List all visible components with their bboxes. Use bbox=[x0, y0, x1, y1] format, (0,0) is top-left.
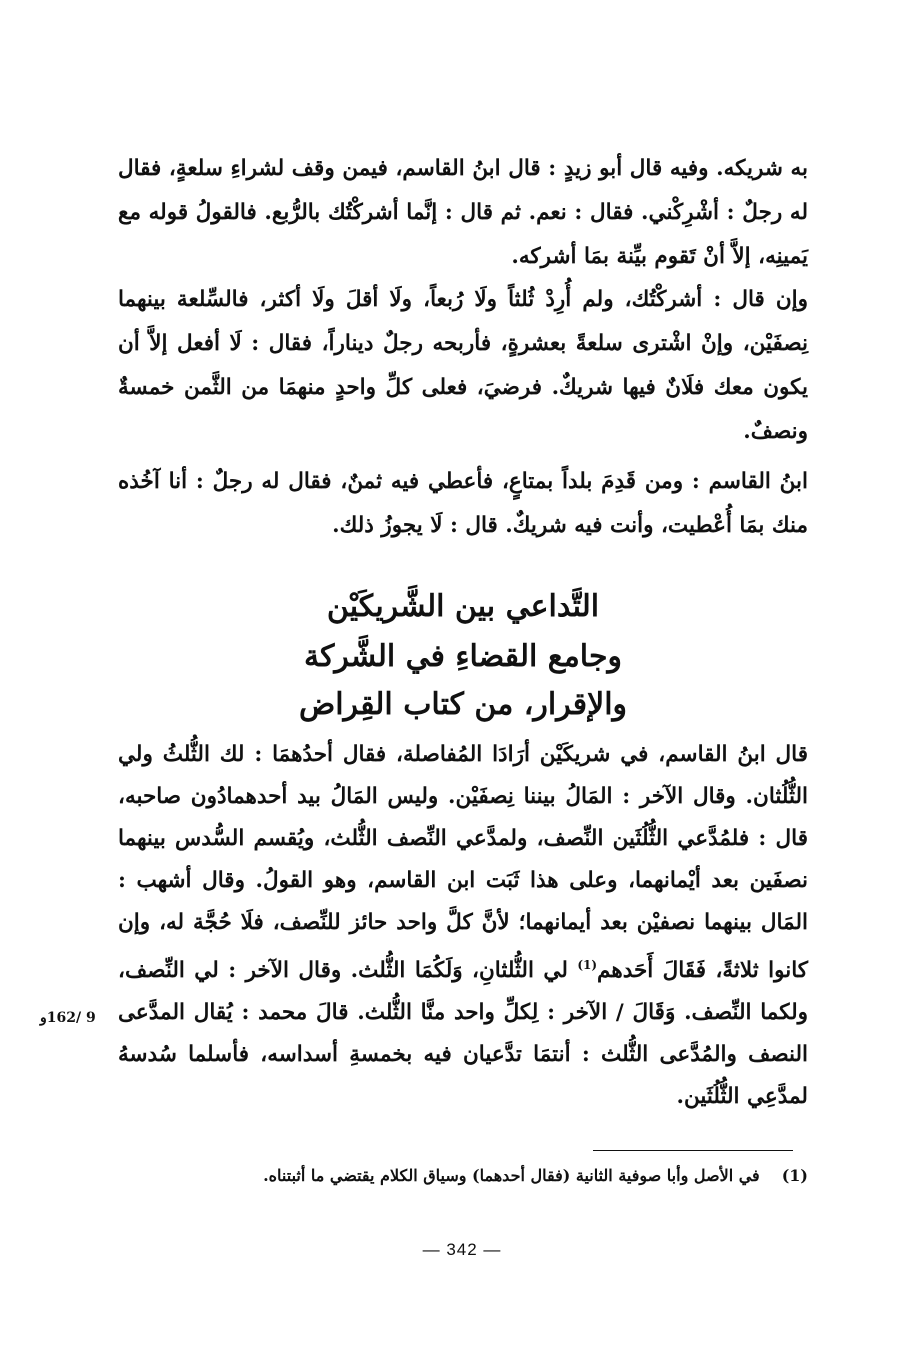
section-text-part-1: قال ابنُ القاسم، في شريكَيْن أرَادَا المُفاصلة، فقال أحدُهمَا : لك الثُّلثُ ولي الثُّلُثان. وقال الآخر : المَالُ بيننا نِصفَيْن. وليس المَالُ بيد أحدهمادُون صاحبه، قال : فلمُدَّعي الثُّلُثَين النِّصف، ولمدَّعي النِّصف الثُّلث، ويُقسم السُّدس بينهما نصفَين بعد أيْمانهما، وعلى هذا ثَبَت ابن القاسم، وهو القولُ. وقال أشهب : المَال بينهما نصفيْن بعد أيمانهما؛ لأنَّ كلَّ واحد حائز للنِّصف، فلَا حُجَّة له، وإن كانوا ثلاثةً، فَقَالَ أَحَدهم bbox=[118, 742, 808, 984]
footnote-divider bbox=[593, 1150, 793, 1151]
manuscript-folio-note: 9 /162و bbox=[40, 1010, 96, 1026]
section-heading-line-3: والإقرار، من كتاب القِراض bbox=[298, 687, 628, 722]
footnote-text: وأبا صوفية الثانية (فقال أحدهما) وسياق الكلام يقتضي ما أثبتناه. bbox=[263, 1166, 694, 1185]
footnote-number: (1) bbox=[781, 1166, 808, 1185]
section-paragraph bbox=[118, 734, 808, 1118]
section-heading-line-1: التَّداعي بين الشَّريكَيْن bbox=[326, 589, 600, 624]
section-text-part-2: لي الثُّلثانِ، وَلَكُمَا الثُّلث. وقال الآخر : لي النِّصف، ولكما النِّصف. وَقَالَ / الآخر : لِكلِّ واحد منَّا الثُّلث. قالَ محمد : يُقال المدَّعى النصف والمُدَّعى الثُّلث : أنتمَا تدَّعيان فيه بخمسةِ أسداسه، فأسلما سُدسهُ لمدَّعِي الثُّلُثَين. bbox=[118, 958, 808, 1110]
section-heading-line-2: وجامع القضاءِ في الشَّركة bbox=[304, 639, 622, 674]
paragraph-2: وإن قال : أشركْتُك، ولم أُرِدْ ثُلثاً ولَا رُبعاً، ولَا أقلَ ولَا أكثر، فالسِّلعة بينهما نِصفَيْن، وإنْ اشْترى سلعةً بعشرةٍ، فأربحه رجلٌ ديناراً، فقال : لَا أفعل إلاَّ أن يكون معك فلَانٌ فيها شريكٌ. فرضيَ، فعلى كلِّ واحدٍ منهمَا من الثَّمن خمسةٌ ونصفٌ. bbox=[118, 287, 808, 444]
footnote-reference[interactable]: (1) bbox=[577, 958, 598, 972]
paragraph-1: به شريكه. وفيه قال أبو زيدٍ : قال ابنُ القاسم، فيمن وقف لشراءِ سلعةٍ، فقال له رجلٌ : أشْرِكْني. فقال : نعم. ثم قال : إنَّما أشركْتُك بالرُّبع. فالقولُ قوله مع يَمينِه، إلاَّ أنْ تَقوم بيِّنة بمَا أشركه. bbox=[118, 156, 808, 269]
paragraph-3: ابنُ القاسم : ومن قَدِمَ بلداً بمتاعٍ، فأعطي فيه ثمنٌ، فقال له رجلٌ : أنا آخُذه منك بمَا أُعْطيت، وأنت فيه شريكٌ. قال : لَا يجوزُ ذلك. bbox=[118, 469, 808, 538]
footnote bbox=[200, 1162, 808, 1190]
footnote-lead: في الأصل bbox=[693, 1166, 760, 1185]
page-number: — 342 — bbox=[422, 1240, 502, 1259]
